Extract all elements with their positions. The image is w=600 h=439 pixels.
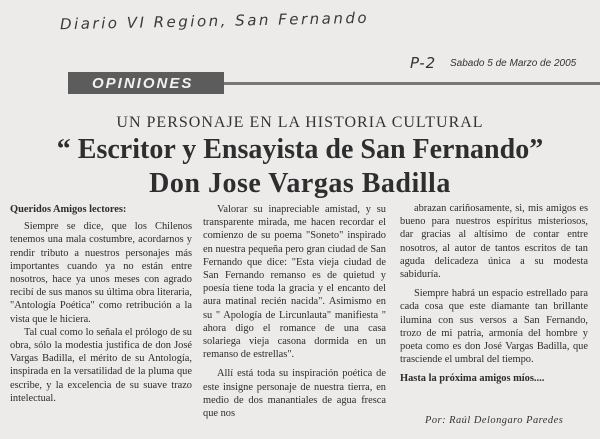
author-byline: Por: Raúl Delongaro Paredes	[425, 415, 564, 426]
paragraph: Tal cual como lo señala el prólogo de su obra, sólo la modestia justifica de don José Vargas Badilla, el mérito de su Antología, inspirada en la versatilidad de la pluma que escribe, y la excelencia de su suave trazo intelectual.	[10, 326, 192, 404]
article-column-3	[400, 202, 588, 386]
handwritten-page-mark: P-2	[410, 54, 437, 72]
paragraph: Allí está toda su inspiración poética de este insigne personaje de nuestra tierra, en medio de dos manantiales de agua fresca que nos	[203, 368, 386, 420]
section-label: OPINIONES	[92, 74, 194, 92]
closing-line: Hasta la próxima amigos míos....	[400, 373, 545, 385]
publication-date: Sabado 5 de Marzo de 2005	[450, 58, 577, 69]
paragraph: Valorar su inapreciable amistad, y su transparente mirada, me hacen recordar el comienzo de su poema "Soneto" inspirado en nuestra pequeña pero gran ciudad de San Fernando que dice: "Esta vieja ciudad de San Fernando remanso es de quietud y poesía tiene toda la gracia y el encanto del aura matinal recién nacida". Asimismo en su " Apología de Lircunlauta" manifiesta " ahora digo el romance de una casa solariega vieja casona dormida en un remanso de estrellas".	[203, 204, 386, 361]
greeting: Queridos Amigos lectores:	[10, 204, 127, 215]
headline-line-1: “ Escritor y Ensayista de San Fernando”	[56, 134, 544, 165]
section-banner	[68, 72, 224, 94]
section-rule	[224, 82, 600, 85]
headline-line-2: Don Jose Vargas Badilla	[149, 168, 451, 199]
paragraph: abrazan cariñosamente, si, mis amigos es bueno para nuestros espíritus misteriosos, dar gracias al altísimo de contar entre nosotros, al autor de tantos escritos de tan aguda delicadeza única a su modesta sabiduría.	[400, 203, 588, 281]
paragraph: Siempre habrá un espacio estrellado para cada cosa que este diamante tan brillante ilumina con sus versos a San Fernando, trozo de mi patria, armonía del hombre y poeta como es don José Vargas Badilla, que trasciende el umbral del tiempo.	[400, 288, 588, 366]
article-kicker: UN PERSONAJE EN LA HISTORIA CULTURAL	[116, 114, 484, 131]
article-column-2	[203, 203, 386, 420]
article-column-1	[10, 203, 192, 405]
handwritten-source-note: Diario VI Region, San Fernando	[59, 8, 370, 34]
paragraph: Siempre se dice, que los Chilenos tenemos una mala costumbre, acordarnos y rendir tributo a nuestros personajes más importantes cuando ya no están entre nosotros, hace ya unos meses con agrado recibí de sus manos su última obra literaria, "Antología Poética" como retribución a la vista que le hiciera.	[10, 221, 192, 325]
